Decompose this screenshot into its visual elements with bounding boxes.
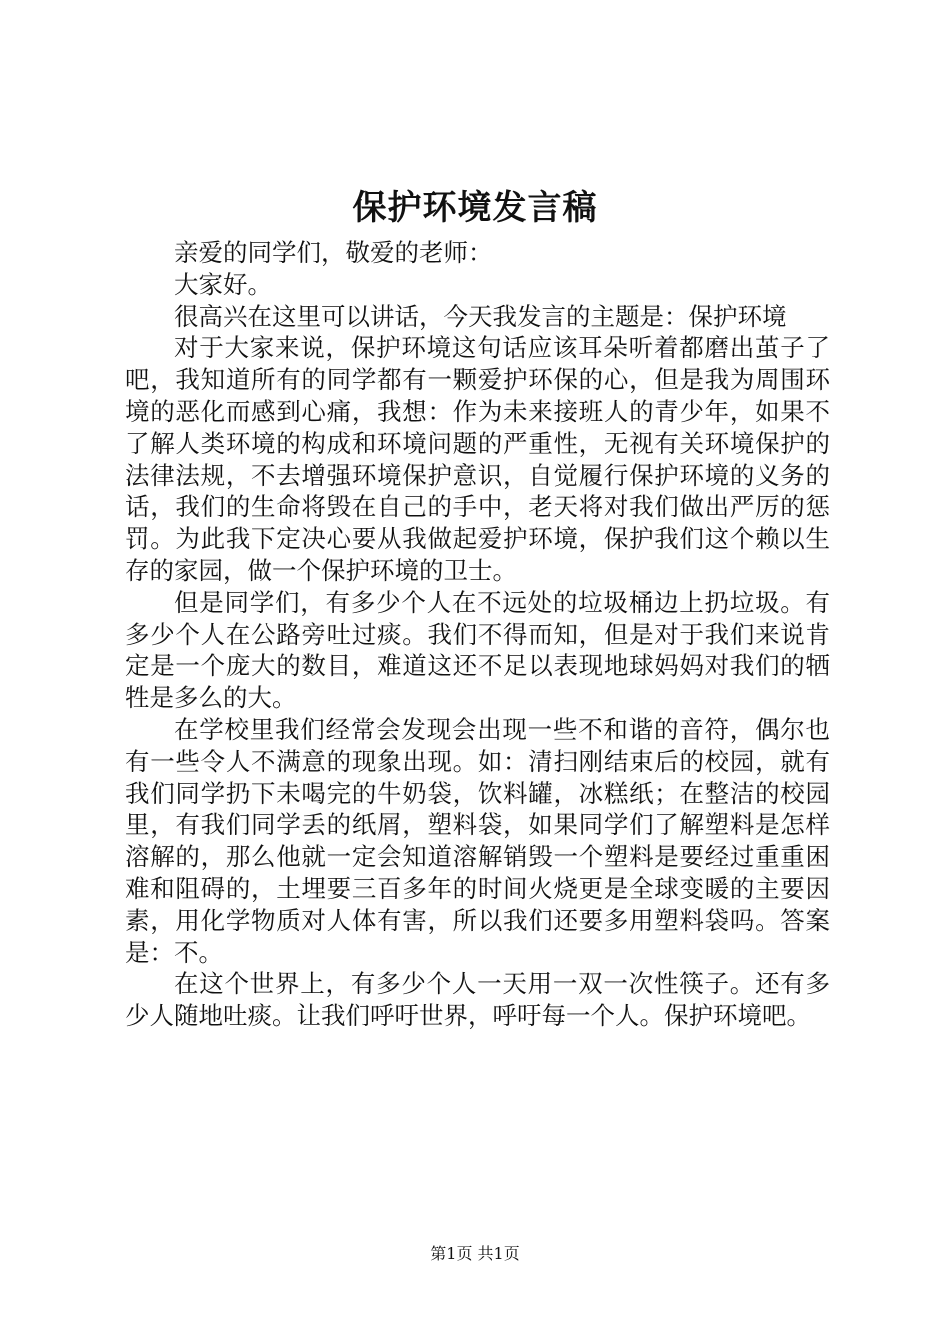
salutation-paragraph: 大家好。 xyxy=(174,269,272,299)
document-title: 保护环境发言稿 xyxy=(352,188,598,228)
closing-paragraph: 在这个世界上，有多少个人一天用一双一次性筷子。还有多少人随地吐痰。让我们呼吁世界，呼吁每一个人。保护环境吧。 xyxy=(125,969,830,1031)
body-paragraph: 在学校里我们经常会发现会出现一些不和谐的音符，偶尔也有一些令人不满意的现象出现。如：清扫刚结束后的校园，就有我们同学扔下未喝完的牛奶袋，饮料罐，冰糕纸；在整洁的校园里，有我们同学丢的纸屑，塑料袋，如果同学们了解塑料是怎样溶解的，那么他就一定会知道溶解销毁一个塑料是要经过重重困难和阻碍的，土埋要三百多年的时间火烧更是全球变暖的主要因素，用化学物质对人体有害，所以我们还要多用塑料袋吗。答案是：不。 xyxy=(125,714,830,967)
body-paragraph: 但是同学们，有多少个人在不远处的垃圾桶边上扔垃圾。有多少个人在公路旁吐过痰。我们不得而知，但是对于我们来说肯定是一个庞大的数目，难道这还不足以表现地球妈妈对我们的牺牲是多么的大。 xyxy=(125,587,830,713)
page-number-footer: 第1页 共1页 xyxy=(430,1244,520,1263)
body-paragraph: 对于大家来说，保护环境这句话应该耳朵听着都磨出茧子了吧，我知道所有的同学都有一颗爱护环保的心，但是我为周围环境的恶化而感到心痛，我想：作为未来接班人的青少年，如果不了解人类环境的构成和环境问题的严重性，无视有关环境保护的法律法规，不去增强环境保护意识，自觉履行保护环境的义务的话，我们的生命将毁在自己的手中，老天将对我们做出严厉的惩罚。为此我下定决心要从我做起爱护环境，保护我们这个赖以生存的家园，做一个保护环境的卫士。 xyxy=(125,333,830,585)
topic-paragraph: 很高兴在这里可以讲话，今天我发言的主题是：保护环境 xyxy=(174,301,787,331)
greeting-paragraph: 亲爱的同学们，敬爱的老师： xyxy=(174,238,493,267)
document-body xyxy=(125,237,830,1032)
